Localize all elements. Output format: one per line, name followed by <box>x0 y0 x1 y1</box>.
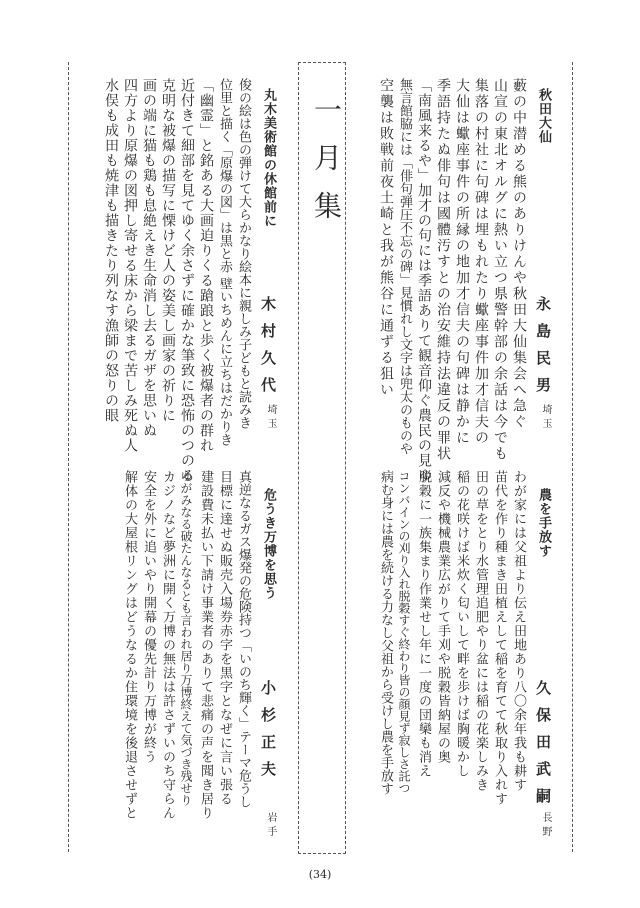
poem-line: 目標に達せぬ販売入場券赤字を黒字となぜに言い張る <box>217 470 232 806</box>
poem-line: 真逆なるガス爆発の危険持つ「いのち輝く」テーマ危うし <box>236 470 251 808</box>
poem-line: 四方より原爆の図押し寄せる床から梁まで苦しみ死ぬ人 <box>122 78 138 453</box>
poem-line: 位里と描く「原爆の図」は黒と赤 壁いちめんに立ちはだかりき <box>217 78 232 447</box>
poem-line: 稲の花咲けば米炊く匂いして畔を歩けば胸暖かし <box>454 470 469 778</box>
poem-line: 大仙は蠍座事件の所縁の地加才信夫の句碑は静かに <box>454 78 470 446</box>
poem-line: 水俣も成田も焼津も描きたり列なす漁師の怒りの眼 <box>103 78 119 423</box>
poem-line: 減反や機械農業広がりて手刈や脱穀皆納屋の奥 <box>435 470 450 764</box>
poem-title: 秋田大仙 <box>536 88 551 144</box>
left-margin-rule <box>68 62 69 852</box>
poem-line: 藪の中潜める熊のありけんや秋田大仙集会へ急ぐ <box>511 78 527 430</box>
poem-line: 脱穀に一族集まり作業せし年に一度の団欒も消え <box>416 470 431 778</box>
poem-line: 集落の村社に句碑は埋もれたり蠍座事件加才信夫の <box>473 78 489 446</box>
poem-place: 埼玉 <box>265 404 276 432</box>
poem-line: カジノなど夢洲に開く万博の無法は許さずいのち守らん <box>160 470 175 820</box>
page-number: (34) <box>308 868 332 881</box>
poem-title: 丸木美術館の休館前に <box>261 88 276 228</box>
poem-place: 岩手 <box>265 812 276 840</box>
poem-line: 安全を外に追いやり開幕の優先計り万博が終う <box>141 470 156 764</box>
poem-line: 俊の絵は色の弾けて大らかなり絵本に親しみ子どもと読みき <box>236 78 251 429</box>
poem-line: 建設費未払い下請け事業者のありて悲痛の声を聞き居り <box>198 470 213 820</box>
poem-line: わが家には父祖より伝え田地あり八〇余年我も耕す <box>511 470 526 792</box>
poem-line: 近付きて細部を見てゆく余さずに確かな筆致に恐怖のつのる <box>179 78 195 483</box>
poem-author: 久保田武嗣 <box>534 680 552 815</box>
poem-title: 危うき万博を思う <box>261 488 276 600</box>
poem-author: 永島民男 <box>534 296 552 404</box>
poem-title: 農を手放す <box>536 488 551 558</box>
poem-line: 「幽霊」と銘ある大画迫りくる蹌踉と歩く被爆者の群れ <box>198 78 214 453</box>
poem-line: コンバインの刈り入れ脱穀すぐ終わり皆の顔見ず寂しさ託つ <box>397 470 411 794</box>
poem-line: 解体の大屋根リングはどうなるか住環境を後退させずと <box>122 470 137 820</box>
poem-line: 苗代を作り種まき田植えして稲を育てて秋取り入れす <box>492 470 507 806</box>
poem-place: 埼玉 <box>540 404 551 432</box>
poem-line: 無言館脇には「俳句弾圧不忘の碑」見慣れし文字は兜太のものや <box>397 78 412 455</box>
poem-line: 空襲は敗戦前夜土崎と我が熊谷に通ずる狙い <box>378 78 394 398</box>
poem-line: 「南風来るや」加才の句には季語ありて観音仰ぐ農民の見ゆ <box>416 78 432 483</box>
poem-author: 木村久代 <box>259 296 277 404</box>
poem-line: ゆがみなる破たんなるとも言われ居り万博終えて気づき残せり <box>179 470 193 806</box>
poem-line: 山宣の東北オルグに熱い立つ県警幹部の余話は今でも <box>492 78 508 462</box>
poem-author: 小杉正夫 <box>259 680 277 788</box>
poem-line: 克明な被爆の描写に慄けど人の姿美し画家の祈りに <box>160 78 176 423</box>
poem-line: 病む身には農を続ける力なし父祖から受けし農を手放す <box>378 470 393 795</box>
poem-line: 季語持たぬ俳句は國體汚すとの治安維持法違反の罪状 <box>435 78 451 462</box>
poem-line: 田の草をとり水管理追肥やり盆には稲の花楽しみき <box>473 470 488 792</box>
month-header: 一月集 <box>310 95 343 239</box>
poem-line: 画の端に猫も鶏も息絶えき生命消し去るガザを思いぬ <box>141 78 157 438</box>
poem-place: 長野 <box>540 812 551 840</box>
right-margin-rule <box>572 62 573 852</box>
